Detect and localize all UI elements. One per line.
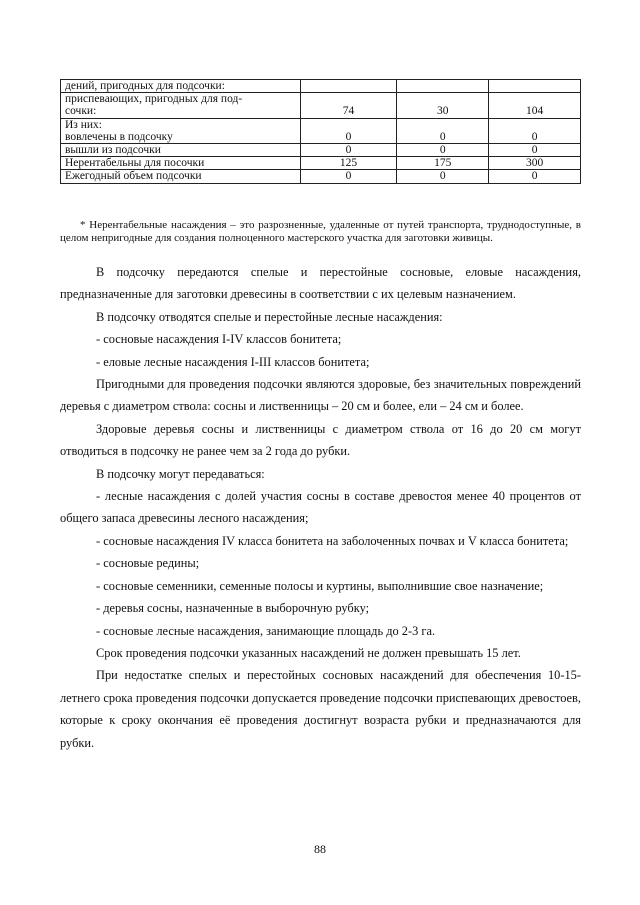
row-label — [61, 93, 301, 118]
list-item: - сосновые семенники, семенные полосы и куртины, выполнившие свое назначение; — [96, 578, 544, 593]
row-label — [61, 157, 301, 170]
paragraph: В подсочку отводятся спелые и перестойные лесные насаждения: — [96, 309, 443, 324]
table-cell: 30 — [397, 93, 489, 118]
table-cell: 0 — [397, 118, 489, 143]
table-body — [61, 80, 581, 184]
table-cell: 300 — [489, 157, 581, 170]
list-item: - сосновые насаждения I-IV классов бонитета; — [96, 332, 342, 347]
table-cell: 104 — [489, 93, 581, 118]
list-item: - еловые лесные насаждения I-III классов бонитета; — [96, 354, 370, 369]
list-item: - деревья сосны, назначенные в выборочную рубку; — [96, 601, 370, 616]
table-cell: 74 — [300, 93, 397, 118]
table-row — [61, 144, 581, 157]
table-cell: 0 — [489, 170, 581, 183]
row-label-line: приспевающих, пригодных для под- — [65, 93, 243, 106]
subtapping-table — [60, 79, 581, 184]
row-label-line: вовлечены в подсочку — [65, 130, 173, 143]
table-row — [61, 93, 581, 118]
table-cell: 175 — [397, 157, 489, 170]
table-cell: 0 — [300, 144, 397, 157]
table-cell — [300, 80, 397, 93]
table-row — [61, 80, 581, 93]
list-item: - сосновые редины; — [96, 556, 200, 571]
row-label — [61, 118, 301, 143]
row-label-line: сочки: — [65, 105, 97, 118]
row-label-line: дений, пригодных для подсочки: — [65, 80, 225, 92]
paragraph: В подсочку передаются спелые и перестойные сосновые, еловые насаждения, предназначенные для заготовки древесины в соответствии с их целевым назначением. — [60, 265, 581, 302]
list-item: - сосновые насаждения IV класса бонитета на заболоченных почвах и V класса бонитета; — [96, 533, 569, 548]
page-number: 88 — [314, 842, 326, 856]
table-cell — [489, 80, 581, 93]
table-cell: 125 — [300, 157, 397, 170]
row-label-line: вышли из подсочки — [65, 144, 161, 157]
footnote: * Нерентабельные насаждения – это разрозненные, удаленные от путей транспорта, труднодоступные, в целом непригодные для создания полноценного мастерского участка для заготовки живицы. — [60, 219, 581, 244]
list-item: - сосновые лесные насаждения, занимающие площадь до 2-3 га. — [96, 623, 436, 638]
paragraph: В подсочку могут передаваться: — [96, 466, 265, 481]
row-label-line: Из них: — [65, 118, 102, 131]
row-label — [61, 170, 301, 183]
table-row — [61, 170, 581, 183]
paragraph: Срок проведения подсочки указанных насаждений не должен превышать 15 лет. — [96, 645, 521, 660]
table-cell: 0 — [397, 170, 489, 183]
row-label-line: Нерентабельны для посочки — [65, 157, 205, 170]
table-cell: 0 — [397, 144, 489, 157]
paragraph: Пригодными для проведения подсочки являются здоровые, без значительных повреждений деревья с диаметром ствола: сосны и лиственницы – 20 см и более, ели – 24 см и более. — [60, 377, 581, 414]
body-text — [60, 261, 581, 754]
row-label — [61, 144, 301, 157]
paragraph: При недостатке спелых и перестойных сосновых насаждений для обеспечения 10-15-летнего срока проведения подсочки допускается проведение подсочки приспевающих древостоев, которые к сроку окончания её проведения достигнут возраста рубки и предназначаются для рубки. — [60, 668, 581, 750]
list-item: - лесные насаждения с долей участия сосны в составе древостоя менее 40 процентов от общего запаса древесины лесного насаждения; — [60, 489, 581, 526]
table-row — [61, 157, 581, 170]
table-cell: 0 — [300, 170, 397, 183]
paragraph: Здоровые деревья сосны и лиственницы с диаметром ствола от 16 до 20 см могут отводиться в подсочку не ранее чем за 2 года до рубки. — [60, 421, 581, 459]
row-label-line: Ежегодный объем подсочки — [65, 170, 202, 183]
row-label — [61, 80, 301, 93]
table-row — [61, 118, 581, 143]
table-cell: 0 — [489, 118, 581, 143]
table-cell — [397, 80, 489, 93]
table-cell: 0 — [489, 144, 581, 157]
table-cell: 0 — [300, 118, 397, 143]
